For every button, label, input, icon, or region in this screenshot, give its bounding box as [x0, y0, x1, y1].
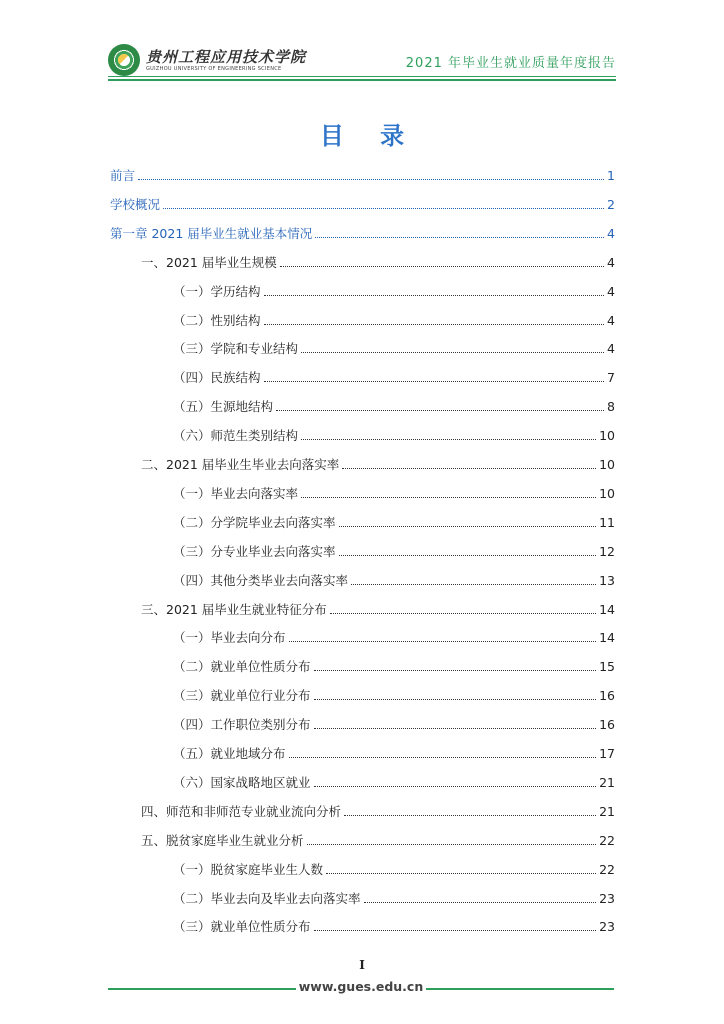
toc-entry-page: 7: [607, 370, 615, 386]
toc-entry[interactable]: [173, 887, 615, 907]
toc-entry-title: （一）毕业去向落实率: [173, 485, 299, 501]
toc-entry-page: 10: [599, 457, 615, 472]
toc-leader-dots: [314, 670, 597, 671]
toc-entry-title: 学校概况: [110, 196, 161, 212]
toc-entry[interactable]: [173, 395, 615, 415]
toc-entry-title: （二）毕业去向及毕业去向落实率: [173, 890, 361, 906]
toc-entry-title: （一）脱贫家庭毕业生人数: [173, 861, 324, 877]
toc-leader-dots: [314, 930, 597, 931]
toc-entry[interactable]: [173, 655, 615, 675]
toc-entry-title: 一、2021 届毕业生规模: [141, 254, 277, 270]
toc-leader-dots: [314, 786, 597, 787]
toc-entry[interactable]: [173, 771, 615, 791]
toc-entry-title: （四）其他分类毕业去向落实率: [173, 572, 349, 588]
toc-entry[interactable]: [173, 366, 615, 386]
toc-entry-page: 8: [607, 399, 615, 415]
toc-entry[interactable]: [141, 598, 615, 618]
toc-entry-page: 14: [599, 601, 615, 617]
toc-entry-page: 15: [599, 659, 615, 675]
school-name-cn: 贵州工程应用技术学院: [146, 47, 307, 66]
toc-leader-dots: [301, 352, 604, 353]
toc-entry-title: 第一章 2021 届毕业生就业基本情况: [110, 225, 313, 241]
toc-entry-page: 4: [607, 341, 615, 357]
toc-leader-dots: [314, 699, 597, 700]
report-title: 2021 年毕业生就业质量年度报告: [405, 56, 616, 71]
toc-leader-dots: [276, 410, 604, 411]
toc-leader-dots: [264, 295, 605, 296]
toc-entry[interactable]: [173, 915, 615, 935]
school-name-en: GUIZHOU UNIVERSITY OF ENGINEERING SCIENCE: [146, 65, 282, 72]
toc-entry[interactable]: [141, 829, 615, 849]
toc-entry-title: （三）分专业毕业去向落实率: [173, 543, 336, 559]
toc-leader-dots: [301, 439, 596, 440]
toc-entry-page: 4: [607, 312, 615, 328]
toc-entry-title: （三）就业单位性质分布: [173, 919, 311, 935]
toc-entry[interactable]: [173, 858, 615, 878]
toc-entry[interactable]: [173, 482, 615, 502]
toc-entry-page: 23: [599, 890, 615, 906]
toc-entry-title: （五）就业地域分布: [173, 746, 286, 761]
toc-leader-dots: [138, 179, 604, 180]
toc-entry[interactable]: [173, 540, 615, 560]
toc-leader-dots: [351, 584, 596, 585]
toc-entry[interactable]: [110, 222, 615, 242]
toc-entry-page: 4: [607, 254, 615, 270]
toc-entry[interactable]: [173, 713, 615, 733]
toc-entry-title: （六）师范生类别结构: [173, 428, 299, 444]
toc-leader-dots: [307, 844, 597, 845]
toc-entry[interactable]: [173, 569, 615, 589]
toc-entry[interactable]: [141, 453, 615, 473]
toc-entry-title: 前言: [110, 168, 136, 183]
toc-entry-page: 12: [599, 543, 615, 559]
toc-entry-title: 四、师范和非师范专业就业流向分析: [141, 803, 342, 819]
toc-entry-page: 2: [607, 196, 615, 212]
footer-divider-left: [108, 988, 296, 990]
toc-entry-page: 10: [599, 485, 615, 501]
toc-entry-page: 16: [599, 688, 615, 704]
toc-entry[interactable]: [173, 309, 615, 329]
header-divider-thick: [108, 79, 616, 81]
toc-entry-page: 4: [607, 283, 615, 299]
toc-entry-page: 14: [599, 630, 615, 646]
toc-leader-dots: [344, 815, 596, 816]
toc-leader-dots: [364, 902, 597, 903]
toc-entry[interactable]: [141, 251, 615, 271]
toc-entry-title: （四）工作职位类别分布: [173, 717, 311, 733]
toc-entry[interactable]: [173, 626, 615, 646]
toc-entry[interactable]: [173, 511, 615, 531]
toc-entry[interactable]: [110, 164, 615, 184]
toc-entry-title: 二、2021 届毕业生毕业去向落实率: [141, 457, 340, 472]
page-number: I: [359, 958, 365, 972]
toc-leader-dots: [289, 641, 597, 642]
toc-entry[interactable]: [173, 742, 615, 762]
toc-entry-page: 10: [599, 428, 615, 444]
toc-entry-title: （三）就业单位行业分布: [173, 688, 311, 704]
toc-entry-title: （五）生源地结构: [173, 399, 274, 415]
toc-entry-page: 22: [599, 832, 615, 848]
toc-leader-dots: [342, 468, 596, 469]
toc-entry-title: （二）性别结构: [173, 312, 261, 328]
toc-entry[interactable]: [141, 800, 615, 820]
toc-leader-dots: [264, 324, 605, 325]
toc-entry-title: （二）分学院毕业去向落实率: [173, 514, 336, 530]
toc-leader-dots: [339, 526, 597, 527]
toc-entry-title: （四）民族结构: [173, 370, 261, 386]
toc-entry-page: 13: [599, 572, 615, 588]
toc-entry-title: （一）学历结构: [173, 283, 261, 299]
toc-entry-title: （二）就业单位性质分布: [173, 659, 311, 675]
toc-entry-page: 17: [599, 746, 615, 761]
toc-entry[interactable]: [173, 337, 615, 357]
header-divider-thin: [108, 76, 616, 77]
toc-entry-title: 三、2021 届毕业生就业特征分布: [141, 601, 327, 617]
toc-leader-dots: [163, 208, 604, 209]
school-seal-icon: [108, 44, 140, 76]
toc-leader-dots: [330, 613, 596, 614]
toc-entry-title: （六）国家战略地区就业: [173, 774, 311, 790]
toc-entry-title: （一）毕业去向分布: [173, 630, 286, 646]
toc-title: 目 录: [319, 122, 419, 150]
toc-leader-dots: [326, 873, 596, 874]
toc-leader-dots: [301, 497, 596, 498]
toc-entry-page: 1: [607, 168, 615, 183]
toc-entry-page: 23: [599, 919, 615, 935]
toc-entry-page: 22: [599, 861, 615, 877]
toc-entry-title: 五、脱贫家庭毕业生就业分析: [141, 832, 304, 848]
toc-entry-page: 21: [599, 803, 615, 819]
toc-leader-dots: [339, 555, 597, 556]
toc-entry-title: （三）学院和专业结构: [173, 341, 299, 357]
toc-entry[interactable]: [173, 280, 615, 300]
toc-entry[interactable]: [173, 424, 615, 444]
toc-entry-page: 11: [599, 514, 615, 530]
toc-leader-dots: [289, 757, 597, 758]
footer-divider-right: [426, 988, 614, 990]
toc-leader-dots: [315, 237, 604, 238]
toc-leader-dots: [280, 266, 604, 267]
toc-leader-dots: [264, 381, 605, 382]
school-name: [146, 48, 306, 73]
toc-entry-page: 4: [607, 225, 615, 241]
footer-website[interactable]: www.gues.edu.cn: [298, 979, 424, 994]
school-logo: [108, 44, 306, 76]
toc-entry-page: 16: [599, 717, 615, 733]
toc-entry[interactable]: [110, 193, 615, 213]
toc-leader-dots: [314, 728, 597, 729]
toc-entry-page: 21: [599, 774, 615, 790]
toc-entry[interactable]: [173, 684, 615, 704]
